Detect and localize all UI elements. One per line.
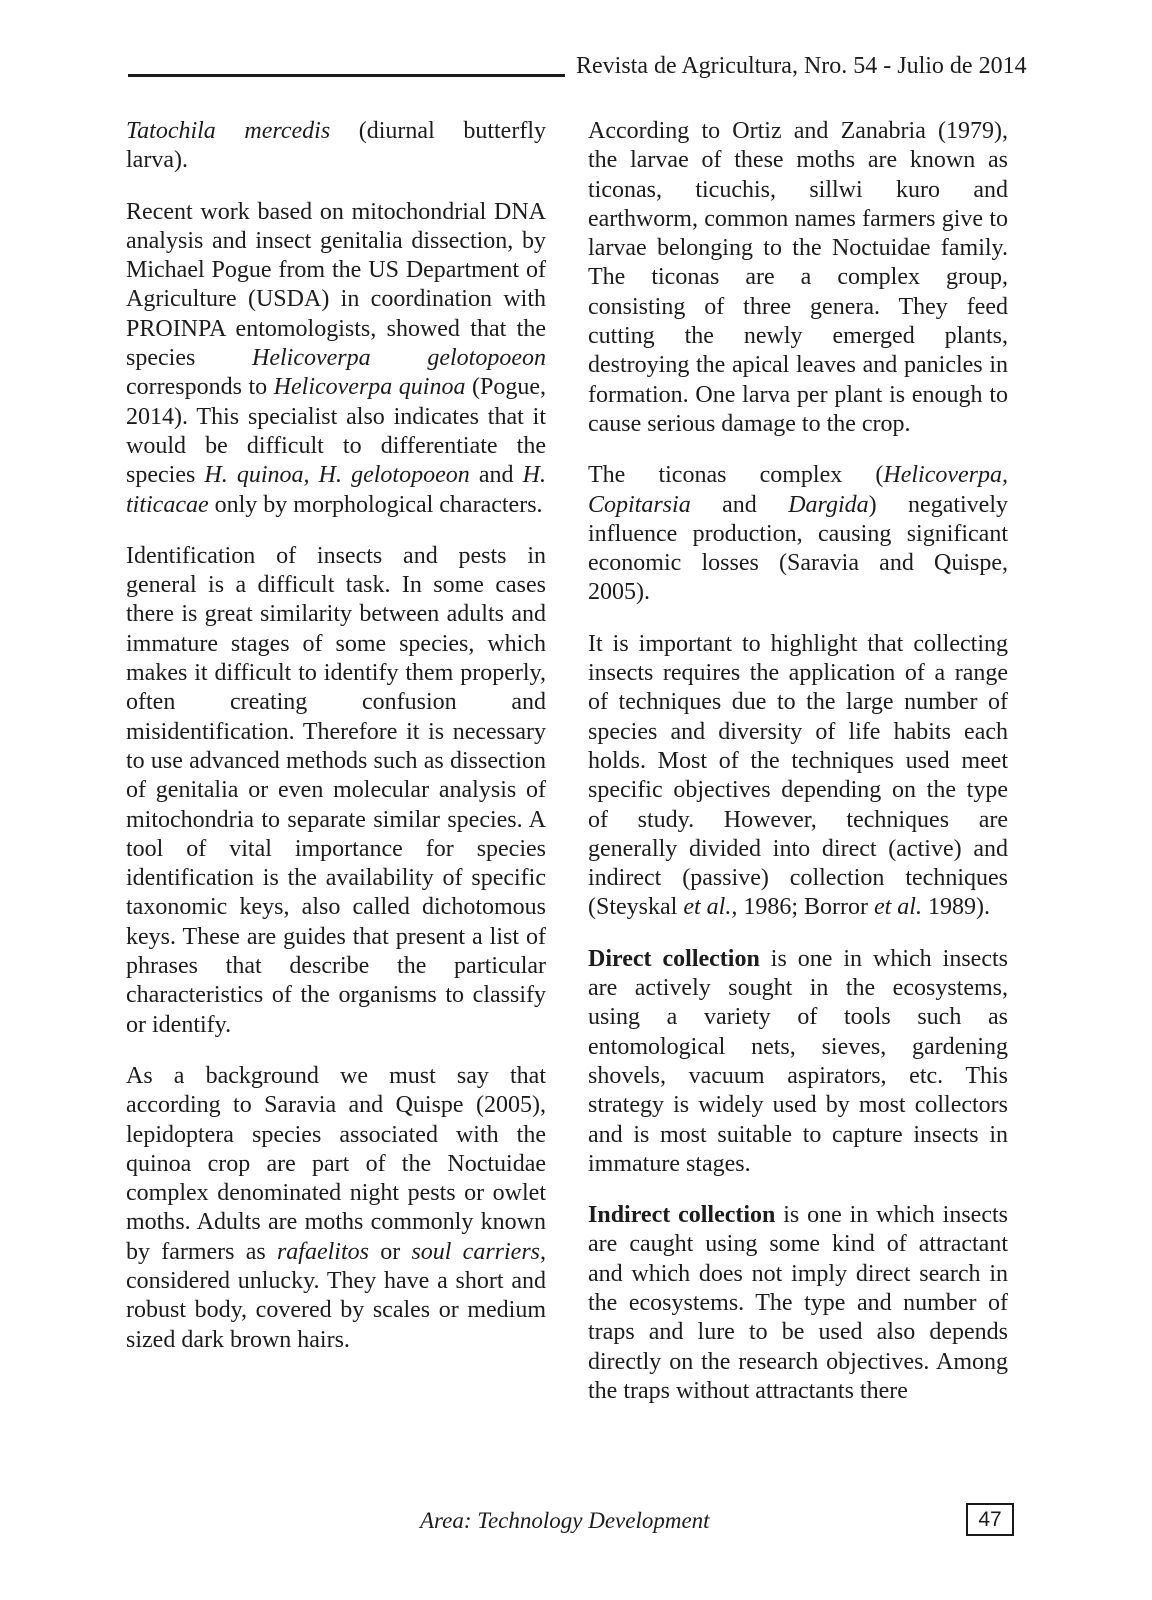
paragraph: Identification of insects and pests in general is a difficult task. In some cases there is great similarity between adults and immature stages of some species, which makes it difficult to identify them properly, often creating confusion and misidentification. Therefore it is necessary to use advanced methods such as dissection of genitalia or even molecular analysis of mitochondria to separate similar species. A tool of vital importance for species identification is the availability of specific taxonomic keys, also called dichotomous keys. These are guides that present a list of phrases that describe the particular characteristics of the organisms to classify or identify.: [126, 542, 546, 1038]
paragraph: Indirect collection is one in which insects are caught using some kind of attractant and which does not imply direct search in the ecosystems. The type and number of traps and lure to be used also depends directly on the research objectives. Among the traps without attractants there: [588, 1202, 1008, 1404]
paragraph: The ticonas complex (Helicoverpa, Copitarsia and Dargida) negatively influence production, causing significant economic losses (Saravia and Quispe, 2005).: [588, 462, 1009, 606]
species-name: Helicoverpa gelotopoeon: [252, 345, 546, 372]
right-column: [588, 117, 1008, 1428]
header-rule: [128, 74, 565, 77]
species-name: H. titicacae: [126, 462, 546, 518]
paragraph: It is important to highlight that collecting insects requires the application of a range of techniques due to the large number of species and diversity of life habits each holds. Most of the techniques used meet specific objectives depending on the type of study. However, techniques are generally divided into direct (active) and indirect (passive) collection techniques (Steyskal et al., 1986; Borror et al. 1989).: [588, 630, 1008, 921]
term-heading: Direct collection: [588, 945, 760, 972]
paragraph: According to Ortiz and Zanabria (1979), the larvae of these moths are known as ticonas, ticuchis, sillwi kuro and earthworm, common names farmers give to larvae belonging to the Noctuidae family. The ticonas are a complex group, consisting of three genera. They feed cutting the newly emerged plants, destroying the apical leaves and panicles in formation. One larva per plant is enough to cause serious damage to the crop.: [588, 118, 1008, 437]
italic-term: rafaelitos: [276, 1238, 369, 1265]
species-name: Tatochila mercedis: [126, 118, 331, 144]
paragraph: As a background we must say that according to Saravia and Quispe (2005), lepidoptera species associated with the quinoa crop are part of the Noctuidae complex denominated night pests or owlet moths. Adults are moths commonly known by farmers as rafaelitos or soul carriers, considered unlucky. They have a short and robust body, covered by scales or medium sized dark brown hairs.: [126, 1062, 547, 1353]
genus-name: Dargida: [788, 491, 869, 518]
term-heading: Indirect collection: [588, 1202, 776, 1229]
species-name: Helicoverpa quinoa: [273, 374, 466, 401]
et-al: et al.: [873, 894, 922, 921]
footer-area: Area: Technology Development: [420, 1508, 710, 1533]
italic-term: soul carriers: [411, 1238, 541, 1265]
paragraph: Recent work based on mitochondrial DNA analysis and insect genitalia dissection, by Michael Pogue from the US Department of Agriculture (USDA) in coordination with PROINPA entomologists, showed that the species Helicoverpa gelotopoeon corresponds to Helicoverpa quinoa (Pogue, 2014). This specialist also indicates that it would be difficult to differentiate the species H. quinoa, H. gelotopoeon and H. titicacae only by morphological characters.: [126, 198, 546, 518]
genus-list: Helicoverpa, Copitarsia: [588, 462, 1008, 518]
left-column: [126, 117, 546, 1377]
paragraph: Tatochila mercedis (diurnal butterfly larva).: [126, 118, 546, 174]
species-name: H. quinoa, H. gelotopoeon: [204, 462, 470, 489]
page-number: 47: [966, 1503, 1014, 1536]
paragraph: Direct collection is one in which insects are actively sought in the ecosystems, using a variety of tools such as entomological nets, sieves, gardening shovels, vacuum aspirators, etc. This strategy is widely used by most collectors and is most suitable to capture insects in immature stages.: [588, 945, 1008, 1177]
et-al: et al.,: [683, 894, 738, 921]
running-header: Revista de Agricultura, Nro. 54 - Julio de 2014: [576, 53, 1027, 79]
